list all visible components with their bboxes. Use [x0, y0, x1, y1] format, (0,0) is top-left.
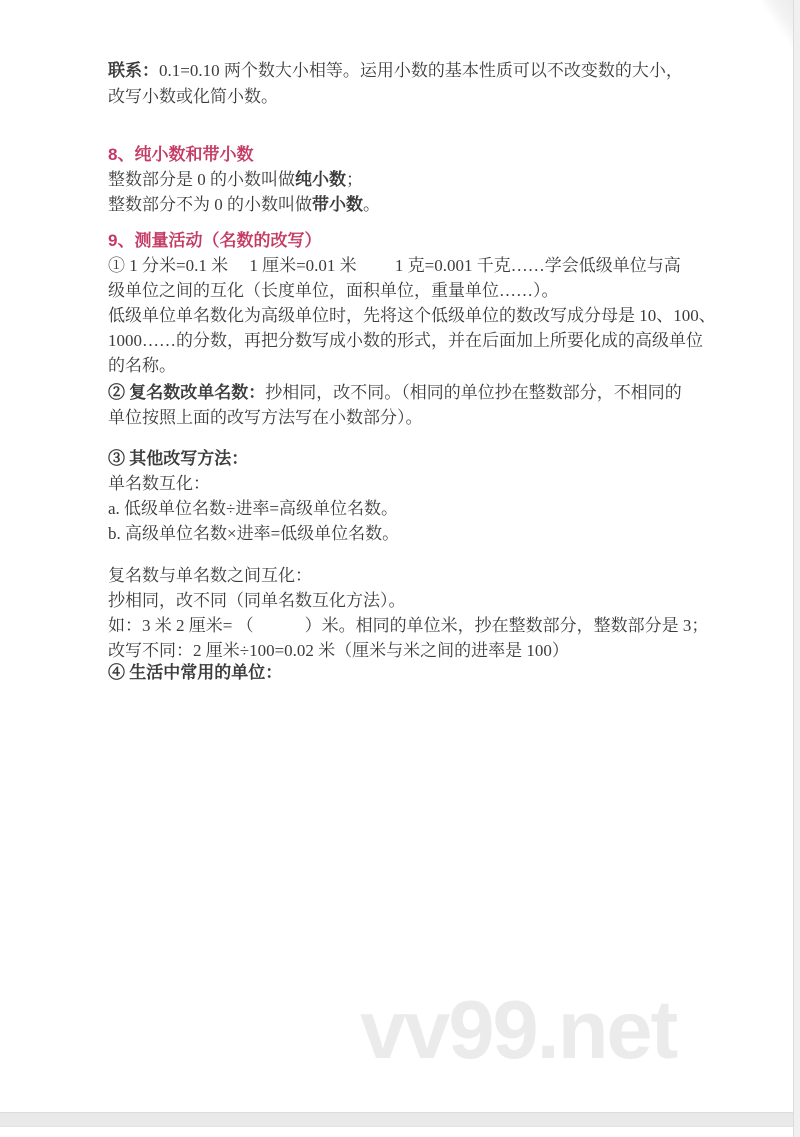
section-heading-9: 9、测量活动（名数的改写） — [108, 231, 322, 250]
text-run: 单位按照上面的改写方法写在小数部分）。 — [108, 408, 423, 427]
text-run: 改写小数或化简小数。 — [108, 87, 278, 106]
text-run: 抄相同，改不同。（相同的单位抄在整数部分，不相同的 — [265, 383, 682, 402]
watermark: vv99.net — [360, 983, 677, 1076]
page-separator — [0, 1112, 793, 1127]
text-run: ① 1 分米=0.1 米 1 厘米=0.01 米 1 克=0.001 千克……学会低级单位与高 — [108, 256, 681, 275]
doc-line — [108, 353, 728, 378]
doc-line — [108, 58, 728, 84]
paragraph-item3-sub2 — [108, 563, 728, 663]
text-run: 1000……的分数，再把分数写成小数的形式，并在后面加上所要化成的高级单位 — [108, 331, 703, 350]
doc-line — [108, 613, 728, 638]
text-run: 的名称。 — [108, 356, 176, 375]
text-run: b. 高级单位名数×进率=低级单位名数。 — [108, 524, 400, 543]
bold-run: 纯小数 — [295, 170, 346, 189]
text-run: 如：3 米 2 厘米= （ ）米。相同的单位米，抄在整数部分，整数部分是 3； — [108, 616, 709, 635]
doc-line — [108, 588, 728, 613]
paragraph-intro — [108, 58, 728, 110]
paragraph-item2 — [108, 380, 728, 430]
doc-line — [108, 278, 728, 303]
doc-line — [108, 328, 728, 353]
doc-line — [108, 405, 728, 430]
text-run: ； — [346, 170, 363, 189]
text-run: 改写不同：2 厘米÷100=0.02 米（厘米与米之间的进率是 100） — [108, 641, 569, 660]
doc-line — [108, 167, 728, 192]
bold-run: ② 复名数改单名数： — [108, 383, 266, 402]
doc-line — [108, 471, 728, 496]
text-run: 整数部分是 0 的小数叫做 — [108, 170, 295, 189]
section-heading-8: 8、纯小数和带小数 — [108, 145, 254, 164]
text-run: 抄相同，改不同（同单名数互化方法）。 — [108, 591, 406, 610]
doc-line — [108, 496, 728, 521]
doc-line — [108, 380, 728, 405]
text-run: 。 — [363, 195, 380, 214]
paragraph-item1 — [108, 253, 728, 378]
text-run: 单名数互化： — [108, 474, 210, 493]
text-run: 级单位之间的互化（长度单位，面积单位，重量单位……）。 — [108, 281, 559, 300]
text-run: 整数部分不为 0 的小数叫做 — [108, 195, 312, 214]
doc-line — [108, 303, 728, 328]
doc-line — [108, 446, 728, 471]
paragraph-section8 — [108, 167, 728, 217]
doc-line — [108, 253, 728, 278]
text-run: 0.1=0.10 两个数大小相等。运用小数的基本性质可以不改变数的大小， — [159, 61, 683, 80]
paragraph-item3-heading — [108, 446, 728, 471]
text-run: 复名数与单名数之间互化： — [108, 566, 312, 585]
text-run: 低级单位单名数化为高级单位时，先将这个低级单位的数改写成分母是 10、100、 — [108, 306, 716, 325]
doc-line — [108, 660, 728, 685]
paragraph-item3-sub1 — [108, 471, 728, 546]
bold-run: 带小数 — [312, 195, 363, 214]
doc-line — [108, 521, 728, 546]
page-corner-shadow — [761, 0, 793, 46]
paragraph-item4 — [108, 660, 728, 685]
doc-line — [108, 192, 728, 217]
text-run: a. 低级单位名数÷进率=高级单位名数。 — [108, 499, 398, 518]
viewer-page-edge — [793, 0, 800, 1137]
doc-line — [108, 563, 728, 588]
bold-run: 联系： — [108, 61, 159, 80]
bold-run: ④ 生活中常用的单位： — [108, 663, 283, 682]
bold-run: ③ 其他改写方法： — [108, 449, 249, 468]
doc-line — [108, 84, 728, 110]
